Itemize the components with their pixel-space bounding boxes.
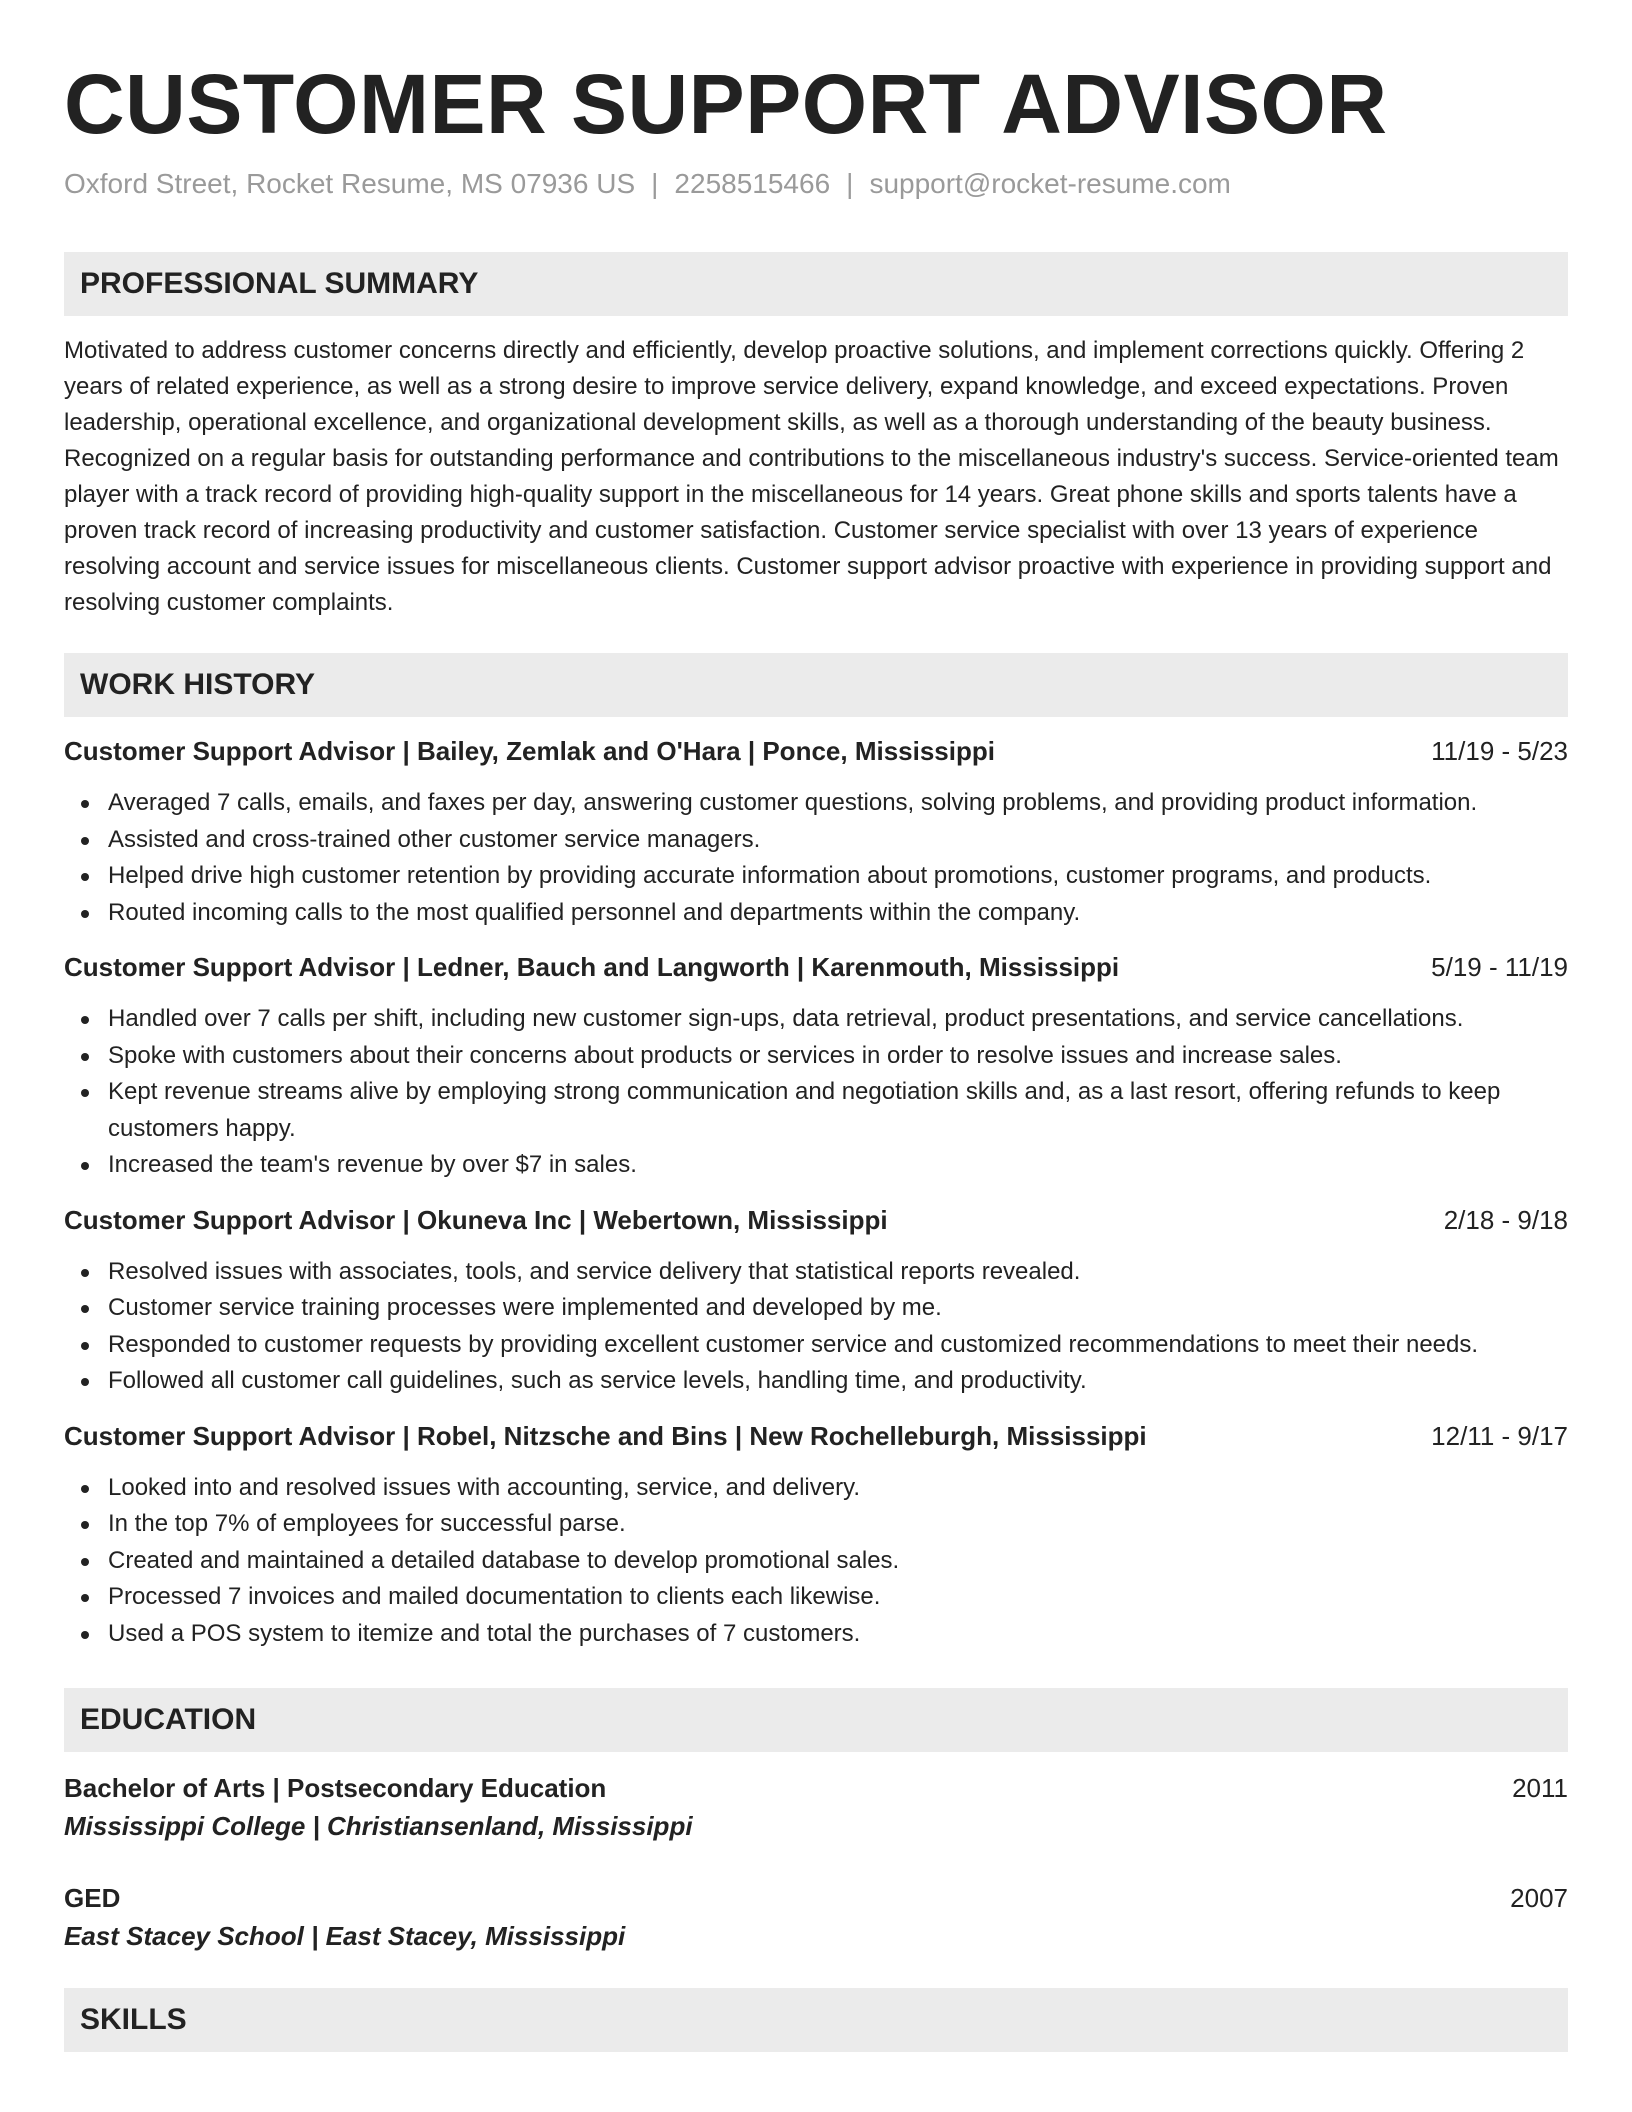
resume-title: CUSTOMER SUPPORT ADVISOR — [64, 57, 1388, 151]
section-header-work-history: WORK HISTORY — [64, 653, 1568, 717]
job-bullets — [64, 785, 1568, 931]
job-bullet: Resolved issues with associates, tools, and service delivery that statistical reports revealed. — [64, 1254, 1568, 1291]
job-entry — [64, 1202, 1568, 1400]
job-bullets — [64, 1254, 1568, 1400]
job-dates: 11/19 - 5/23 — [1431, 736, 1568, 766]
job-entry — [64, 1418, 1568, 1653]
section-header-summary: PROFESSIONAL SUMMARY — [64, 252, 1568, 316]
job-header — [64, 733, 1568, 769]
job-bullet: Assisted and cross-trained other customer service managers. — [64, 822, 1568, 859]
job-title: Customer Support Advisor | Bailey, Zemlak and O'Hara | Ponce, Mississippi — [64, 736, 995, 766]
education-header — [64, 1770, 1568, 1806]
job-dates: 12/11 - 9/17 — [1431, 1420, 1568, 1451]
contact-phone: 2258515466 — [674, 168, 831, 199]
job-bullet: Kept revenue streams alive by employing strong communication and negotiation skills and, as a last resort, offering refunds to keep customers happy. — [64, 1074, 1568, 1147]
education-year: 2007 — [1510, 1883, 1568, 1913]
section-header-education: EDUCATION — [64, 1688, 1568, 1752]
job-title: Customer Support Advisor | Ledner, Bauch and Langworth | Karenmouth, Mississippi — [64, 952, 1120, 982]
contact-email: support@rocket-resume.com — [869, 168, 1231, 199]
education-degree: GED — [64, 1883, 121, 1913]
job-bullet: Averaged 7 calls, emails, and faxes per day, answering customer questions, solving problems, and providing product information. — [64, 785, 1568, 822]
job-entry — [64, 949, 1568, 1184]
job-header — [64, 1418, 1568, 1454]
job-bullet: Followed all customer call guidelines, such as service levels, handling time, and productivity. — [64, 1363, 1568, 1400]
job-dates: 5/19 - 11/19 — [1431, 952, 1568, 982]
job-bullet: Customer service training processes were implemented and developed by me. — [64, 1290, 1568, 1327]
education-entry — [64, 1880, 1568, 1954]
education-school: Mississippi College | Christiansenland, Mississippi — [64, 1811, 693, 1841]
job-bullet: Responded to customer requests by providing excellent customer service and customized recommendations to meet their needs. — [64, 1327, 1568, 1364]
job-dates: 2/18 - 9/18 — [1443, 1204, 1568, 1235]
job-header — [64, 1202, 1568, 1238]
contact-separator: | — [651, 168, 659, 199]
job-title: Customer Support Advisor | Okuneva Inc | Webertown, Mississippi — [64, 1204, 888, 1235]
education-degree: Bachelor of Arts | Postsecondary Education — [64, 1773, 607, 1803]
education-year: 2011 — [1512, 1773, 1568, 1803]
education-school: East Stacey School | East Stacey, Mississippi — [64, 1921, 626, 1951]
job-bullet: Handled over 7 calls per shift, including new customer sign-ups, data retrieval, product presentations, and service cancellations. — [64, 1001, 1568, 1038]
job-bullet: Routed incoming calls to the most qualified personnel and departments within the company. — [64, 895, 1568, 932]
job-bullets — [64, 1470, 1568, 1653]
summary-text: Motivated to address customer concerns directly and efficiently, develop proactive solutions, and implement corrections quickly. Offering 2 years of related experience, as well as a strong desire to improve service delivery, expand knowledge, and exceed expectations. Proven leadership, operational excellence, and organizational development skills, as well as a thorough understanding of the beauty business. Recognized on a regular basis for outstanding performance and contributions to the miscellaneous industry's success. Service-oriented team player with a track record of providing high-quality support in the miscellaneous for 14 years. Great phone skills and sports talents have a proven track record of increasing productivity and customer satisfaction. Customer service specialist with over 13 years of experience resolving account and service issues for miscellaneous clients. Customer support advisor proactive with experience in providing support and resolving customer complaints. — [64, 337, 1559, 616]
education-entry — [64, 1770, 1568, 1844]
job-bullet: Increased the team's revenue by over $7 in sales. — [64, 1147, 1568, 1184]
contact-address: Oxford Street, Rocket Resume, MS 07936 US — [64, 168, 636, 199]
education-header — [64, 1880, 1568, 1916]
job-bullet: Looked into and resolved issues with accounting, service, and delivery. — [64, 1470, 1568, 1507]
section-header-skills: SKILLS — [64, 1988, 1568, 2052]
job-bullet: In the top 7% of employees for successful parse. — [64, 1506, 1568, 1543]
job-bullets — [64, 1001, 1568, 1184]
job-entry — [64, 733, 1568, 931]
job-title: Customer Support Advisor | Robel, Nitzsche and Bins | New Rochelleburgh, Mississippi — [64, 1420, 1147, 1451]
job-header — [64, 949, 1568, 985]
job-bullet: Helped drive high customer retention by providing accurate information about promotions, customer programs, and products. — [64, 858, 1568, 895]
contact-line — [64, 166, 1568, 202]
job-bullet: Created and maintained a detailed database to develop promotional sales. — [64, 1543, 1568, 1580]
job-bullet: Processed 7 invoices and mailed documentation to clients each likewise. — [64, 1579, 1568, 1616]
job-bullet: Used a POS system to itemize and total the purchases of 7 customers. — [64, 1616, 1568, 1653]
contact-separator: | — [846, 168, 854, 199]
job-bullet: Spoke with customers about their concerns about products or services in order to resolve issues and increase sales. — [64, 1038, 1568, 1075]
